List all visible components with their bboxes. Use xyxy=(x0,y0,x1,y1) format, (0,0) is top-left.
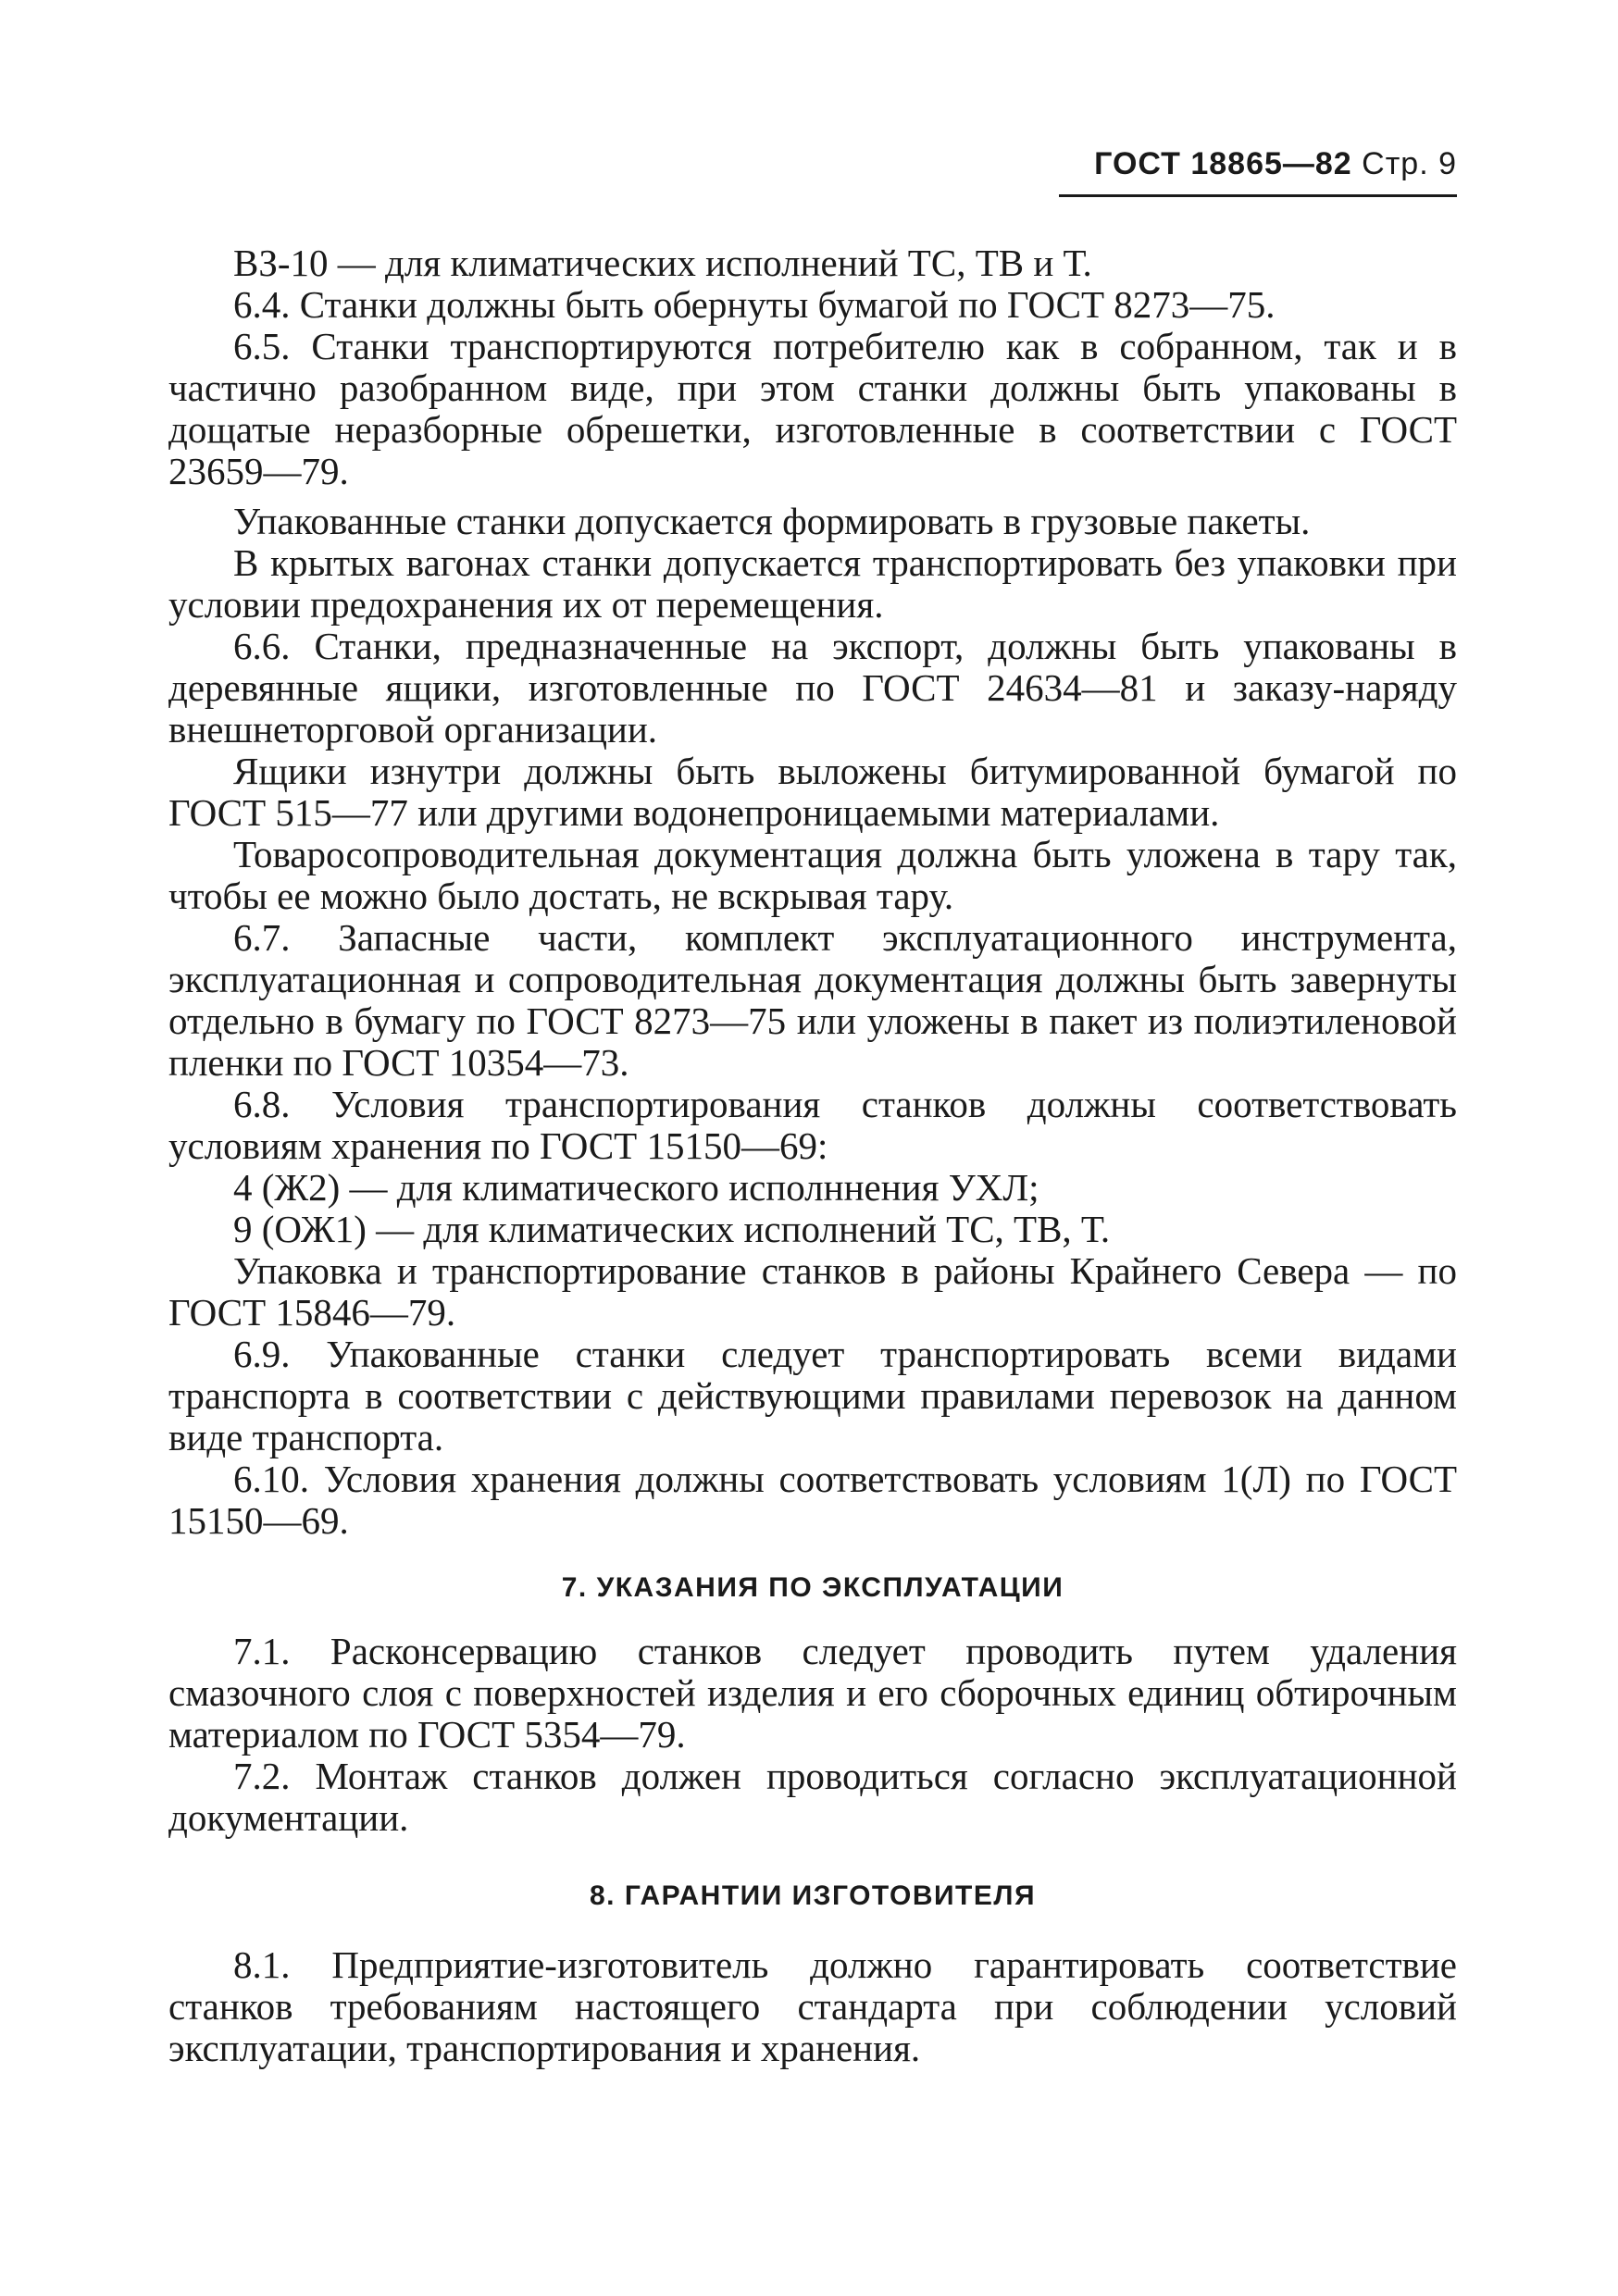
paragraph: 8.1. Предприятие-изготовитель должно гарантировать соответствие станков требованиям настоящего стандарта при соблюдении условий эксплуатации, транспортирования и хранения. xyxy=(168,1943,1457,2069)
paragraph: 7.2. Монтаж станков должен проводиться согласно эксплуатационной документации. xyxy=(168,1755,1457,1839)
paragraph: 6.6. Станки, предназначенные на экспорт, должны быть упакованы в деревянные ящики, изготовленные по ГОСТ 24634—81 и заказу-наряду внешнеторговой организации. xyxy=(168,625,1457,751)
paragraph: 6.4. Станки должны быть обернуты бумагой по ГОСТ 8273—75. xyxy=(233,283,1276,326)
paragraph: 6.5. Станки транспортируются потребителю как в собранном, так и в частично разобранном виде, при этом станки должны быть упакованы в дощатые неразборные обрешетки, изготовленные в соответствии с ГОСТ 23659—79. xyxy=(168,325,1457,492)
page-header xyxy=(168,146,1457,202)
paragraph: 9 (ОЖ1) — для климатических исполнений ТС, ТВ, Т. xyxy=(233,1208,1111,1250)
paragraph: 7.1. Расконсервацию станков следует проводить путем удаления смазочного слоя с поверхностей изделия и его сборочных единиц обтирочным материалом по ГОСТ 5354—79. xyxy=(168,1630,1457,1756)
page-number: Стр. 9 xyxy=(1362,146,1457,181)
paragraph: 4 (Ж2) — для климатического исполннения УХЛ; xyxy=(233,1166,1039,1209)
section-heading-8: 8. ГАРАНТИИ ИЗГОТОВИТЕЛЯ xyxy=(589,1880,1036,1911)
paragraph: 6.10. Условия хранения должны соответствовать условиям 1(Л) по ГОСТ 15150—69. xyxy=(168,1458,1457,1542)
paragraph: 6.8. Условия транспортирования станков должны соответствовать условиям хранения по ГОСТ 15150—69: xyxy=(168,1083,1457,1167)
paragraph: 6.7. Запасные части, комплект эксплуатационного инструмента, эксплуатационная и сопроводительная документация должны быть завернуты отдельно в бумагу по ГОСТ 8273—75 или уложены в пакет из полиэтиленовой пленки по ГОСТ 10354—73. xyxy=(168,916,1457,1084)
document-body xyxy=(168,242,1457,2069)
paragraph: Упакованные станки допускается формировать в грузовые пакеты. xyxy=(233,500,1311,542)
standard-number: ГОСТ 18865—82 xyxy=(1094,146,1352,181)
section-heading-7: 7. УКАЗАНИЯ ПО ЭКСПЛУАТАЦИИ xyxy=(561,1572,1064,1603)
running-head xyxy=(1094,146,1457,182)
paragraph: Товаросопроводительная документация должна быть уложена в тару так, чтобы ее можно было достать, не вскрывая тару. xyxy=(168,833,1457,917)
paragraph: ВЗ-10 — для климатических исполнений ТС, ТВ и Т. xyxy=(233,242,1092,284)
paragraph: Упаковка и транспортирование станков в районы Крайнего Севера — по ГОСТ 15846—79. xyxy=(168,1249,1457,1334)
paragraph: 6.9. Упакованные станки следует транспортировать всеми видами транспорта в соответствии с действующими правилами перевозок на данном виде транспорта. xyxy=(168,1333,1457,1458)
paragraph: Ящики изнутри должны быть выложены битумированной бумагой по ГОСТ 515—77 или другими водонепроницаемыми материалами. xyxy=(168,750,1457,834)
paragraph: В крытых вагонах станки допускается транспортировать без упаковки при условии предохранения их от перемещения. xyxy=(168,541,1457,626)
header-rule xyxy=(1059,194,1457,197)
